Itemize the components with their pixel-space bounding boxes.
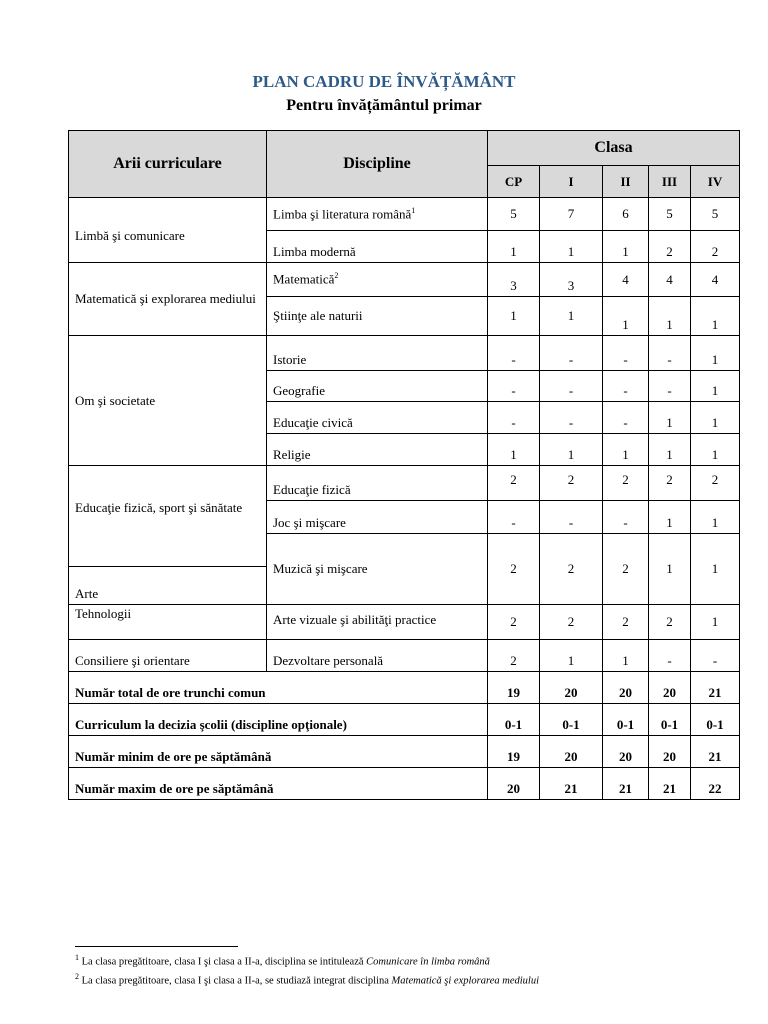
value-cell: -	[488, 371, 540, 402]
total-value: 19	[488, 736, 540, 768]
value-cell: 7	[540, 198, 603, 231]
total-value: 0-1	[691, 704, 740, 736]
value-cell: -	[488, 336, 540, 371]
table-row	[69, 605, 740, 640]
total-value: 19	[488, 672, 540, 704]
total-row	[69, 736, 740, 768]
discipline-cell: Religie	[267, 434, 488, 466]
value-cell: -	[649, 640, 691, 672]
value-cell: 1	[691, 434, 740, 466]
discipline-cell: Educaţie civică	[267, 402, 488, 434]
header-class-group: Clasa	[488, 131, 740, 166]
value-cell: 1	[649, 402, 691, 434]
value-cell: 2	[649, 231, 691, 263]
value-cell: 2	[488, 605, 540, 640]
table-row	[69, 336, 740, 371]
document-title: PLAN CADRU DE ÎNVĂȚĂMÂNT	[252, 72, 516, 91]
header-disciplines: Discipline	[267, 131, 488, 198]
header-class-iv: IV	[691, 166, 740, 198]
value-cell: 3	[540, 263, 603, 297]
value-cell: 2	[488, 534, 540, 605]
total-label: Curriculum la decizia şcolii (discipline opţionale)	[69, 704, 488, 736]
discipline-cell: Limba modernă	[267, 231, 488, 263]
discipline-cell: Matematică$^2$	[267, 263, 488, 297]
total-value: 21	[649, 768, 691, 800]
discipline-cell: Muzică şi mişcare	[267, 534, 488, 605]
discipline-cell: Educaţie fizică	[267, 466, 488, 501]
area-cell: Tehnologii	[69, 605, 267, 640]
value-cell: 2	[540, 466, 603, 501]
discipline-cell: Geografie	[267, 371, 488, 402]
discipline-cell: Ştiinţe ale naturii	[267, 297, 488, 336]
header-class-cp: CP	[488, 166, 540, 198]
value-cell: -	[488, 501, 540, 534]
area-cell: Arte	[69, 567, 267, 605]
footnote-1: $^1$ La clasa pregătitoare, clasa I şi clasa a II-a, disciplina se intitulează Comunicare în limba română	[75, 953, 490, 968]
area-cell: Matematică şi explorarea mediului	[69, 263, 267, 336]
total-value: 21	[540, 768, 603, 800]
total-value: 20	[649, 736, 691, 768]
value-cell: -	[540, 336, 603, 371]
value-cell: 1	[488, 297, 540, 336]
total-label: Număr total de ore trunchi comun	[69, 672, 488, 704]
area-cell: Educaţie fizică, sport şi sănătate	[69, 466, 267, 567]
total-value: 0-1	[649, 704, 691, 736]
value-cell: 1	[691, 297, 740, 336]
value-cell: 2	[540, 605, 603, 640]
value-cell: 5	[691, 198, 740, 231]
value-cell: -	[540, 501, 603, 534]
value-cell: 5	[649, 198, 691, 231]
discipline-cell: Dezvoltare personală	[267, 640, 488, 672]
value-cell: 1	[691, 402, 740, 434]
value-cell: 2	[488, 466, 540, 501]
value-cell: 1	[540, 640, 603, 672]
value-cell: 1	[691, 534, 740, 605]
total-row	[69, 704, 740, 736]
value-cell: 1	[603, 297, 649, 336]
total-label: Număr maxim de ore pe săptămână	[69, 768, 488, 800]
total-value: 20	[540, 736, 603, 768]
value-cell: 2	[649, 605, 691, 640]
header-class-iii: III	[649, 166, 691, 198]
table-row	[69, 466, 740, 501]
value-cell: 2	[603, 466, 649, 501]
footnotes	[75, 951, 755, 988]
value-cell: -	[603, 402, 649, 434]
value-cell: -	[488, 402, 540, 434]
total-value: 0-1	[488, 704, 540, 736]
value-cell: -	[603, 371, 649, 402]
value-cell: 2	[488, 640, 540, 672]
total-value: 21	[691, 736, 740, 768]
table-row	[69, 263, 740, 297]
total-value: 20	[649, 672, 691, 704]
value-cell: 5	[488, 198, 540, 231]
value-cell: 4	[649, 263, 691, 297]
value-cell: 2	[691, 466, 740, 501]
total-value: 20	[488, 768, 540, 800]
area-cell: Consiliere şi orientare	[69, 640, 267, 672]
discipline-cell: Limba şi literatura română$^1$	[267, 198, 488, 231]
total-value: 22	[691, 768, 740, 800]
value-cell: 2	[603, 534, 649, 605]
value-cell: -	[540, 371, 603, 402]
value-cell: 1	[488, 231, 540, 263]
value-cell: -	[691, 640, 740, 672]
value-cell: 1	[691, 371, 740, 402]
value-cell: 2	[540, 534, 603, 605]
value-cell: 1	[691, 336, 740, 371]
total-value: 0-1	[540, 704, 603, 736]
value-cell: 2	[691, 231, 740, 263]
discipline-cell: Joc şi mişcare	[267, 501, 488, 534]
footnote-2: $^2$ La clasa pregătitoare, clasa I şi clasa a II-a, se studiază integrat disciplina Matematică şi explorarea mediului	[75, 971, 539, 986]
document-subtitle: Pentru învățământul primar	[286, 97, 482, 114]
value-cell: 1	[603, 231, 649, 263]
value-cell: -	[540, 402, 603, 434]
value-cell: 2	[603, 605, 649, 640]
value-cell: 1	[603, 434, 649, 466]
value-cell: 1	[649, 434, 691, 466]
value-cell: 3	[488, 263, 540, 297]
total-value: 21	[603, 768, 649, 800]
value-cell: -	[649, 336, 691, 371]
value-cell: 1	[691, 605, 740, 640]
header-areas: Arii curriculare	[69, 131, 267, 198]
header-class-ii: II	[603, 166, 649, 198]
total-label: Număr minim de ore pe săptămână	[69, 736, 488, 768]
total-value: 20	[540, 672, 603, 704]
value-cell: -	[649, 371, 691, 402]
value-cell: 1	[540, 231, 603, 263]
discipline-cell: Istorie	[267, 336, 488, 371]
value-cell: 2	[649, 466, 691, 501]
value-cell: 1	[691, 501, 740, 534]
total-row	[69, 672, 740, 704]
total-row	[69, 768, 740, 800]
value-cell: 1	[488, 434, 540, 466]
area-cell: Limbă şi comunicare	[69, 198, 267, 263]
value-cell: 1	[540, 297, 603, 336]
table-row	[69, 640, 740, 672]
value-cell: 4	[691, 263, 740, 297]
total-value: 20	[603, 736, 649, 768]
total-value: 20	[603, 672, 649, 704]
discipline-cell: Arte vizuale şi abilităţi practice	[267, 605, 488, 640]
table-row	[69, 198, 740, 231]
header-class-i: I	[540, 166, 603, 198]
value-cell: 6	[603, 198, 649, 231]
value-cell: 1	[649, 534, 691, 605]
value-cell: -	[603, 336, 649, 371]
value-cell: 1	[603, 640, 649, 672]
value-cell: -	[603, 501, 649, 534]
value-cell: 1	[649, 297, 691, 336]
total-value: 0-1	[603, 704, 649, 736]
value-cell: 1	[649, 501, 691, 534]
footnote-separator	[75, 946, 238, 947]
value-cell: 1	[540, 434, 603, 466]
area-cell: Om şi societate	[69, 336, 267, 466]
curriculum-table	[68, 130, 740, 800]
total-value: 21	[691, 672, 740, 704]
value-cell: 4	[603, 263, 649, 297]
